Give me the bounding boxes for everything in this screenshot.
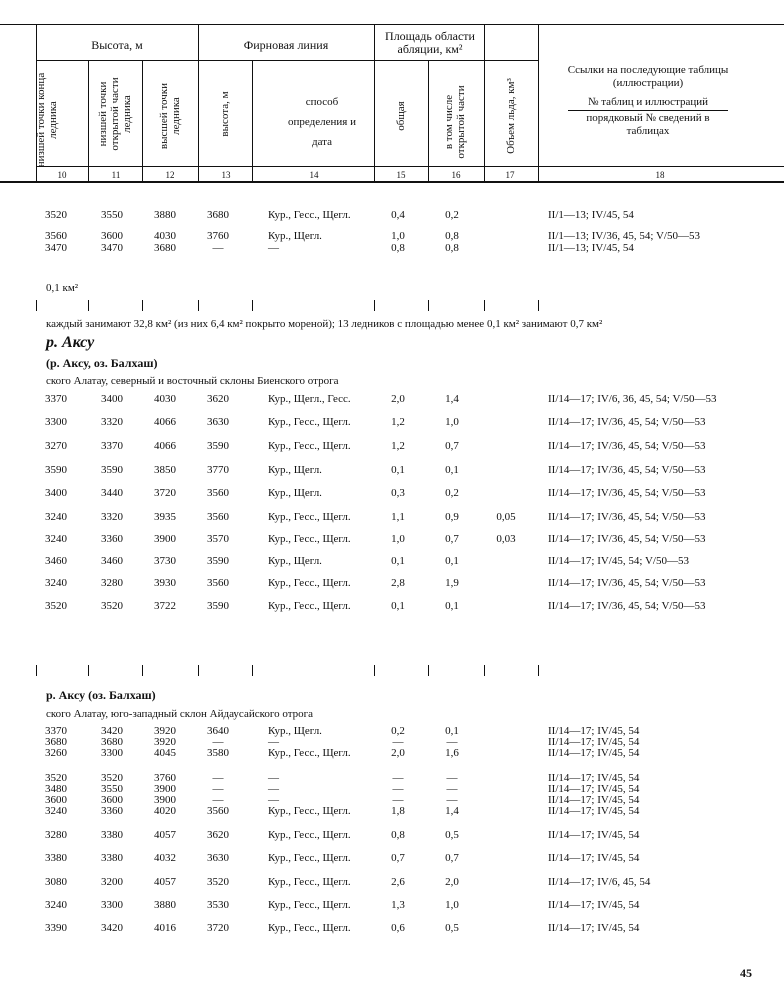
cell-low-end: 3520 — [45, 600, 67, 612]
cell-area-total: 1,0 — [391, 533, 405, 545]
colnum-16: 16 — [451, 170, 461, 180]
cell-firn-height: 3630 — [207, 416, 229, 428]
cell-area-open: — — [446, 772, 458, 784]
cell-low-end: 3390 — [45, 922, 67, 934]
cell-high-point: 4066 — [154, 416, 176, 428]
column-tick — [36, 300, 37, 311]
cell-references: II/14—17; IV/45, 54 — [548, 805, 640, 817]
cell-firn-height: 3640 — [207, 725, 229, 737]
cell-low-open: 3320 — [101, 511, 123, 523]
cell-high-point: 3935 — [154, 511, 176, 523]
cell-firn-method: Кур., Гесс., Щегл. — [268, 511, 351, 523]
cell-firn-method: — — [268, 772, 279, 784]
cell-firn-method: Кур., Щегл., Гесс. — [268, 393, 351, 405]
cell-area-total: — — [392, 736, 404, 748]
col14-header: способ определения и дата — [288, 96, 356, 148]
column-tick — [198, 665, 199, 676]
cell-firn-height: — — [212, 736, 224, 748]
cell-firn-height: 3580 — [207, 747, 229, 759]
cell-low-open: 3590 — [101, 464, 123, 476]
cell-references: II/14—17; IV/45, 54 — [548, 922, 640, 934]
cell-references: II/1—13; IV/45, 54 — [548, 242, 634, 254]
cell-area-open: 0,1 — [445, 464, 459, 476]
cell-firn-method: Кур., Гесс., Щегл. — [268, 440, 351, 452]
cell-references: II/1—13; IV/36, 45, 54; V/50—53 — [548, 230, 700, 242]
col11-header: низшей точки открытой части ледника — [97, 77, 133, 151]
cell-high-point: 4032 — [154, 852, 176, 864]
cell-firn-height: 3560 — [207, 805, 229, 817]
cell-firn-height: 3620 — [207, 393, 229, 405]
cell-references: II/14—17; IV/45, 54 — [548, 747, 640, 759]
cell-low-open: 3520 — [101, 772, 123, 784]
cell-high-point: 3930 — [154, 577, 176, 589]
cell-area-total: 0,8 — [391, 242, 405, 254]
cell-references: II/14—17; IV/45, 54 — [548, 736, 640, 748]
cell-area-open: — — [446, 794, 458, 806]
colnum-11: 11 — [111, 170, 121, 180]
cell-references: II/14—17; IV/36, 45, 54; V/50—53 — [548, 487, 706, 499]
col15-header: общая — [395, 101, 407, 131]
cell-low-end: 3560 — [45, 230, 67, 242]
cell-high-point: 4016 — [154, 922, 176, 934]
table-row — [0, 210, 784, 222]
table-row — [0, 601, 784, 613]
cell-firn-height: — — [212, 783, 224, 795]
cell-firn-height: 3590 — [207, 440, 229, 452]
cell-area-open: 0,5 — [445, 922, 459, 934]
table-row — [0, 853, 784, 865]
cell-firn-method: Кур., Гесс., Щегл. — [268, 209, 351, 221]
cell-area-open: — — [446, 736, 458, 748]
cell-low-open: 3300 — [101, 899, 123, 911]
cell-low-end: 3480 — [45, 783, 67, 795]
cell-area-open: 0,1 — [445, 600, 459, 612]
cell-low-end: 3240 — [45, 805, 67, 817]
cell-firn-method: Кур., Гесс., Щегл. — [268, 876, 351, 888]
cell-area-total: 2,8 — [391, 577, 405, 589]
cell-firn-height: 3560 — [207, 487, 229, 499]
cell-area-total: 2,0 — [391, 393, 405, 405]
column-tick — [374, 665, 375, 676]
col16-header: в том числе открытой части — [443, 85, 467, 159]
cell-firn-method: — — [268, 783, 279, 795]
cell-area-open: 0,7 — [445, 533, 459, 545]
cell-area-total: 0,1 — [391, 464, 405, 476]
cell-low-end: 3520 — [45, 772, 67, 784]
cell-area-total: 1,2 — [391, 416, 405, 428]
cell-references: II/14—17; IV/45, 54 — [548, 829, 640, 841]
table-row — [0, 923, 784, 935]
cell-area-total: 1,2 — [391, 440, 405, 452]
cell-firn-method: Кур., Гесс., Щегл. — [268, 416, 351, 428]
cell-area-total: 1,0 — [391, 230, 405, 242]
cell-area-total: — — [392, 772, 404, 784]
cell-high-point: 3920 — [154, 725, 176, 737]
cell-area-total: 0,7 — [391, 852, 405, 864]
cell-area-open: 0,7 — [445, 440, 459, 452]
cell-references: II/14—17; IV/45, 54 — [548, 794, 640, 806]
cell-area-open: 0,2 — [445, 487, 459, 499]
firn-group-label: Фирновая линия — [243, 38, 329, 52]
column-tick — [428, 300, 429, 311]
cell-firn-height: — — [212, 794, 224, 806]
cell-firn-method: — — [268, 242, 279, 254]
cell-low-open: 3460 — [101, 555, 123, 567]
cell-low-open: 3380 — [101, 852, 123, 864]
column-tick — [142, 665, 143, 676]
cell-references: II/14—17; IV/45, 54 — [548, 783, 640, 795]
cell-low-end: 3370 — [45, 393, 67, 405]
cell-firn-height: 3520 — [207, 876, 229, 888]
cell-firn-method: — — [268, 794, 279, 806]
cell-firn-height: 3620 — [207, 829, 229, 841]
cell-firn-method: Кур., Гесс., Щегл. — [268, 600, 351, 612]
area-group-label: Площадь области абляции, км² — [385, 29, 475, 56]
cell-firn-method: Кур., Щегл. — [268, 487, 322, 499]
col18-title: Ссылки на последующие таблицы (иллюстрации) — [567, 64, 729, 89]
colnum-14: 14 — [309, 170, 319, 180]
column-tick — [428, 665, 429, 676]
cell-area-open: — — [446, 783, 458, 795]
cell-low-open: 3600 — [101, 794, 123, 806]
column-tick — [484, 300, 485, 311]
cell-low-end: 3270 — [45, 440, 67, 452]
column-tick — [88, 665, 89, 676]
cell-references: II/14—17; IV/36, 45, 54; V/50—53 — [548, 511, 706, 523]
cell-area-open: 0,1 — [445, 725, 459, 737]
column-tick — [36, 665, 37, 676]
cell-low-end: 3240 — [45, 577, 67, 589]
cell-high-point: 3880 — [154, 899, 176, 911]
cell-references: II/14—17; IV/36, 45, 54; V/50—53 — [548, 600, 706, 612]
cell-low-end: 3460 — [45, 555, 67, 567]
cell-high-point: 4030 — [154, 230, 176, 242]
table-row — [0, 578, 784, 590]
cell-low-end: 3400 — [45, 487, 67, 499]
cell-firn-height: — — [212, 242, 224, 254]
table-row — [0, 441, 784, 453]
cell-firn-method: — — [268, 736, 279, 748]
cell-area-open: 2,0 — [445, 876, 459, 888]
cell-firn-height: 3680 — [207, 209, 229, 221]
table-row — [0, 900, 784, 912]
cell-area-total: 1,3 — [391, 899, 405, 911]
cell-area-total: 1,8 — [391, 805, 405, 817]
note-area: 0,1 км² — [46, 282, 79, 294]
cell-ice-volume: 0,05 — [496, 511, 516, 523]
cell-firn-height: — — [212, 772, 224, 784]
colnum-15: 15 — [396, 170, 406, 180]
cell-firn-height: 3560 — [207, 577, 229, 589]
cell-firn-height: 3630 — [207, 852, 229, 864]
cell-low-open: 3360 — [101, 805, 123, 817]
colnum-17: 17 — [505, 170, 515, 180]
col13-header: высота, м — [219, 91, 231, 137]
cell-high-point: 4030 — [154, 393, 176, 405]
column-tick — [538, 665, 539, 676]
cell-low-open: 3520 — [101, 600, 123, 612]
section2-desc: ского Алатау, юго-западный склон Айдаусайского отрога — [46, 708, 314, 720]
cell-firn-method: Кур., Гесс., Щегл. — [268, 805, 351, 817]
cell-low-end: 3470 — [45, 242, 67, 254]
cell-area-total: 0,1 — [391, 555, 405, 567]
section-title: р. Аксу — [46, 334, 95, 351]
column-tick — [252, 300, 253, 311]
cell-references: II/14—17; IV/6, 45, 54 — [548, 876, 651, 888]
cell-high-point: 3850 — [154, 464, 176, 476]
cell-low-open: 3320 — [101, 416, 123, 428]
cell-references: II/1—13; IV/45, 54 — [548, 209, 634, 221]
cell-high-point: 3720 — [154, 487, 176, 499]
cell-low-open: 3280 — [101, 577, 123, 589]
table-row — [0, 877, 784, 889]
cell-area-open: 1,0 — [445, 416, 459, 428]
table-row — [0, 556, 784, 568]
table-row — [0, 488, 784, 500]
cell-references: II/14—17; IV/45, 54 — [548, 772, 640, 784]
col10-header: низшей точки конца ледника — [35, 72, 59, 168]
cell-area-open: 1,4 — [445, 805, 459, 817]
cell-firn-height: 3770 — [207, 464, 229, 476]
cell-high-point: 3730 — [154, 555, 176, 567]
cell-firn-height: 3720 — [207, 922, 229, 934]
cell-low-end: 3600 — [45, 794, 67, 806]
cell-firn-method: Кур., Гесс., Щегл. — [268, 747, 351, 759]
cell-ice-volume: 0,03 — [496, 533, 516, 545]
cell-references: II/14—17; IV/45, 54; V/50—53 — [548, 555, 689, 567]
cell-high-point: 3900 — [154, 794, 176, 806]
cell-area-total: 2,6 — [391, 876, 405, 888]
cell-low-end: 3380 — [45, 852, 67, 864]
column-tick — [484, 665, 485, 676]
cell-low-end: 3240 — [45, 533, 67, 545]
cell-references: II/14—17; IV/36, 45, 54; V/50—53 — [548, 577, 706, 589]
summary-line: каждый занимают 32,8 км² (из них 6,4 км² покрыто мореной); 13 ледников с площадью менее 0,1 км² занимают 0,7 км² — [46, 318, 603, 330]
cell-firn-height: 3590 — [207, 600, 229, 612]
cell-low-open: 3550 — [101, 209, 123, 221]
cell-area-open: 0,5 — [445, 829, 459, 841]
cell-references: II/14—17; IV/36, 45, 54; V/50—53 — [548, 533, 706, 545]
cell-firn-method: Кур., Гесс., Щегл. — [268, 829, 351, 841]
cell-firn-height: 3570 — [207, 533, 229, 545]
cell-firn-method: Кур., Гесс., Щегл. — [268, 922, 351, 934]
height-group-label: Высота, м — [91, 38, 143, 52]
cell-low-open: 3200 — [101, 876, 123, 888]
column-tick — [252, 665, 253, 676]
cell-references: II/14—17; IV/36, 45, 54; V/50—53 — [548, 464, 706, 476]
cell-references: II/14—17; IV/36, 45, 54; V/50—53 — [548, 440, 706, 452]
cell-low-end: 3280 — [45, 829, 67, 841]
cell-low-end: 3240 — [45, 511, 67, 523]
cell-firn-method: Кур., Гесс., Щегл. — [268, 577, 351, 589]
cell-firn-method: Кур., Гесс., Щегл. — [268, 852, 351, 864]
cell-area-total: 0,3 — [391, 487, 405, 499]
cell-area-total: 2,0 — [391, 747, 405, 759]
table-row — [0, 830, 784, 842]
cell-low-open: 3370 — [101, 440, 123, 452]
cell-low-end: 3370 — [45, 725, 67, 737]
cell-area-open: 1,4 — [445, 393, 459, 405]
cell-low-open: 3360 — [101, 533, 123, 545]
cell-low-open: 3680 — [101, 736, 123, 748]
table-row — [0, 534, 784, 546]
cell-high-point: 3880 — [154, 209, 176, 221]
table-row — [0, 512, 784, 524]
cell-high-point: 3722 — [154, 600, 176, 612]
cell-low-open: 3600 — [101, 230, 123, 242]
colnum-10: 10 — [57, 170, 67, 180]
cell-low-end: 3590 — [45, 464, 67, 476]
cell-firn-height: 3530 — [207, 899, 229, 911]
cell-firn-method: Кур., Щегл. — [268, 230, 322, 242]
cell-area-open: 1,0 — [445, 899, 459, 911]
cell-area-total: 0,4 — [391, 209, 405, 221]
page-number: 45 — [740, 966, 752, 980]
cell-low-end: 3260 — [45, 747, 67, 759]
cell-area-open: 0,7 — [445, 852, 459, 864]
cell-firn-height: 3560 — [207, 511, 229, 523]
cell-low-open: 3400 — [101, 393, 123, 405]
column-tick — [142, 300, 143, 311]
cell-references: II/14—17; IV/45, 54 — [548, 725, 640, 737]
cell-area-total: 0,6 — [391, 922, 405, 934]
cell-high-point: 4057 — [154, 829, 176, 841]
column-tick — [374, 300, 375, 311]
cell-firn-method: Кур., Щегл. — [268, 725, 322, 737]
cell-low-end: 3080 — [45, 876, 67, 888]
table-row — [0, 394, 784, 406]
cell-references: II/14—17; IV/6, 36, 45, 54; V/50—53 — [548, 393, 717, 405]
cell-references: II/14—17; IV/36, 45, 54; V/50—53 — [548, 416, 706, 428]
section-subtitle: (р. Аксу, оз. Балхаш) — [46, 356, 158, 370]
colnum-13: 13 — [221, 170, 231, 180]
cell-area-open: 0,1 — [445, 555, 459, 567]
table-row — [0, 806, 784, 818]
cell-high-point: 3900 — [154, 783, 176, 795]
cell-low-open: 3550 — [101, 783, 123, 795]
cell-low-end: 3520 — [45, 209, 67, 221]
table-row — [0, 748, 784, 760]
cell-high-point: 3760 — [154, 772, 176, 784]
cell-low-end: 3240 — [45, 899, 67, 911]
cell-firn-method: Кур., Щегл. — [268, 555, 322, 567]
cell-low-open: 3380 — [101, 829, 123, 841]
cell-references: II/14—17; IV/45, 54 — [548, 852, 640, 864]
cell-area-total: 1,1 — [391, 511, 405, 523]
cell-area-open: 0,2 — [445, 209, 459, 221]
cell-area-open: 0,9 — [445, 511, 459, 523]
cell-area-open: 0,8 — [445, 242, 459, 254]
table-row — [0, 243, 784, 255]
cell-low-end: 3680 — [45, 736, 67, 748]
col18-sub1: № таблиц и иллюстраций — [568, 96, 728, 111]
col17-header: Объем льда, км³ — [505, 78, 517, 154]
cell-high-point: 4045 — [154, 747, 176, 759]
cell-references: II/14—17; IV/45, 54 — [548, 899, 640, 911]
cell-low-end: 3300 — [45, 416, 67, 428]
section-desc: ского Алатау, северный и восточный склоны Биенского отрога — [46, 375, 339, 387]
cell-area-total: 0,1 — [391, 600, 405, 612]
cell-low-open: 3300 — [101, 747, 123, 759]
colnum-12: 12 — [165, 170, 175, 180]
table-row — [0, 465, 784, 477]
cell-firn-method: Кур., Гесс., Щегл. — [268, 533, 351, 545]
cell-area-open: 1,6 — [445, 747, 459, 759]
section2-subtitle: р. Аксу (оз. Балхаш) — [46, 688, 156, 702]
cell-high-point: 3680 — [154, 242, 176, 254]
cell-firn-method: Кур., Гесс., Щегл. — [268, 899, 351, 911]
cell-area-total: 0,8 — [391, 829, 405, 841]
cell-firn-method: Кур., Щегл. — [268, 464, 322, 476]
cell-low-open: 3470 — [101, 242, 123, 254]
cell-firn-height: 3590 — [207, 555, 229, 567]
cell-high-point: 4057 — [154, 876, 176, 888]
column-tick — [538, 300, 539, 311]
colnum-18: 18 — [655, 170, 665, 180]
cell-high-point: 3920 — [154, 736, 176, 748]
cell-area-total: — — [392, 783, 404, 795]
cell-area-open: 0,8 — [445, 230, 459, 242]
cell-high-point: 4020 — [154, 805, 176, 817]
cell-low-open: 3440 — [101, 487, 123, 499]
col18-sub2: порядковый № сведений в таблицах — [586, 112, 710, 137]
cell-low-open: 3420 — [101, 725, 123, 737]
table-row — [0, 417, 784, 429]
cell-firn-height: 3760 — [207, 230, 229, 242]
column-tick — [198, 300, 199, 311]
cell-low-open: 3420 — [101, 922, 123, 934]
cell-area-total: 0,2 — [391, 725, 405, 737]
cell-high-point: 3900 — [154, 533, 176, 545]
cell-area-total: — — [392, 794, 404, 806]
column-tick — [88, 300, 89, 311]
col12-header: высшей точки ледника — [158, 82, 182, 150]
cell-high-point: 4066 — [154, 440, 176, 452]
cell-area-open: 1,9 — [445, 577, 459, 589]
